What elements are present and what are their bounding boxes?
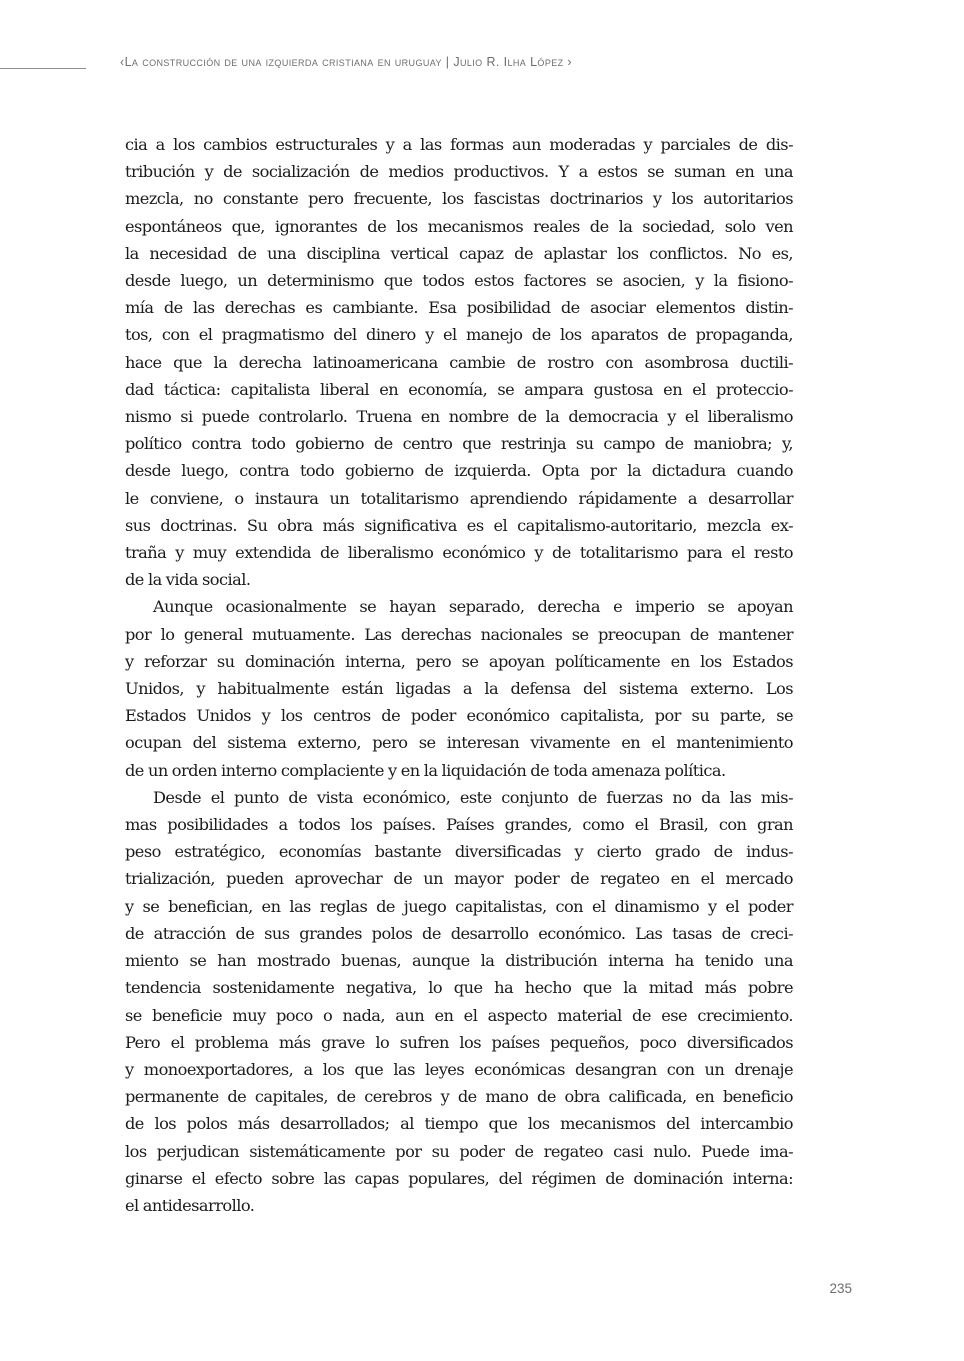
text-line: ginarse el efecto sobre las capas populares, del régimen de dominación interna: (125, 1168, 793, 1188)
text-line: la necesidad de una disciplina vertical capaz de aplastar los conflictos. No es, (125, 243, 793, 263)
text-line: mía de las derechas es cambiante. Esa posibilidad de asociar elementos distin- (125, 298, 793, 318)
text-line: los perjudican sistemáticamente por su poder de regateo casi nulo. Puede ima- (125, 1141, 793, 1161)
paragraph (125, 131, 793, 593)
text-line: sus doctrinas. Su obra más significativa es el capitalismo-autoritario, mezcla ex- (125, 515, 793, 535)
running-head (120, 55, 840, 69)
text-line: nismo si puede controlarlo. Truena en nombre de la democracia y el liberalismo (125, 407, 793, 427)
text-line: se beneficie muy poco o nada, aun en el aspecto material de ese crecimiento. (125, 1005, 793, 1025)
text-line: de un orden interno complaciente y en la liquidación de toda amenaza política. (125, 760, 726, 780)
page-number: 235 (829, 1281, 852, 1296)
text-line: traña y muy extendida de liberalismo económico y de totalitarismo para el resto (125, 543, 793, 563)
running-head-close-mark: › (563, 55, 572, 69)
text-line: de los polos más desarrollados; al tiempo que los mecanismos del intercambio (125, 1114, 793, 1134)
text-line: Aunque ocasionalmente se hayan separado, derecha e imperio se apoyan (153, 597, 793, 617)
text-line: Desde el punto de vista económico, este conjunto de fuerzas no da las mis- (153, 787, 793, 807)
running-head-author: Julio R. Ilha López (453, 55, 564, 69)
running-head-separator: | (441, 55, 454, 69)
text-line: tribución y de socialización de medios productivos. Y a estos se suman en una (125, 162, 793, 182)
text-line: y reforzar su dominación interna, pero se apoyan políticamente en los Estados (125, 651, 793, 671)
running-head-book-title: La construcción de una izquierda cristiana en uruguay (124, 55, 442, 69)
text-line: tendencia sostenidamente negativa, lo que ha hecho que la mitad más pobre (125, 978, 793, 998)
text-line: Unidos, y habitualmente están ligadas a la defensa del sistema externo. Los (125, 679, 793, 699)
text-line: Pero el problema más grave lo sufren los países pequeños, poco diversificados (125, 1032, 793, 1052)
text-line: mezcla, no constante pero frecuente, los fascistas doctrinarios y los autoritarios (125, 189, 793, 209)
text-line: espontáneos que, ignorantes de los mecanismos reales de la sociedad, solo ven (125, 216, 793, 236)
text-line: dad táctica: capitalista liberal en economía, se ampara gustosa en el proteccio- (125, 379, 793, 399)
text-line: desde luego, un determinismo que todos estos factores se asocien, y la fisiono- (125, 271, 793, 291)
text-line: permanente de capitales, de cerebros y de mano de obra calificada, en beneficio (125, 1087, 793, 1107)
text-line: político contra todo gobierno de centro que restrinja su campo de maniobra; y, (125, 434, 793, 454)
text-line: de atracción de sus grandes polos de desarrollo económico. Las tasas de creci- (125, 923, 793, 943)
text-line: mas posibilidades a todos los países. Países grandes, como el Brasil, con gran (125, 815, 793, 835)
paragraph (125, 593, 793, 783)
text-line: desde luego, contra todo gobierno de izquierda. Opta por la dictadura cuando (125, 461, 793, 481)
text-line: tos, con el pragmatismo del dinero y el manejo de los aparatos de propaganda, (125, 325, 793, 345)
text-line: hace que la derecha latinoamericana cambie de rostro con asombrosa ductili- (125, 352, 793, 372)
body-text (125, 131, 793, 1219)
text-line: Estados Unidos y los centros de poder económico capitalista, por su parte, se (125, 706, 793, 726)
text-line: le conviene, o instaura un totalitarismo aprendiendo rápidamente a desarrollar (125, 488, 793, 508)
text-line: y monoexportadores, a los que las leyes económicas desangran con un drenaje (125, 1059, 793, 1079)
running-head-open-mark: ‹ (120, 55, 125, 69)
header-rule (0, 68, 86, 69)
text-line: y se benefician, en las reglas de juego capitalistas, con el dinamismo y el poder (125, 896, 793, 916)
text-line: el antidesarrollo. (125, 1195, 255, 1215)
text-line: de la vida social. (125, 570, 251, 590)
text-line: peso estratégico, economías bastante diversificadas y cierto grado de indus- (125, 842, 793, 862)
text-line: ocupan del sistema externo, pero se interesan vivamente en el mantenimiento (125, 733, 793, 753)
text-line: trialización, pueden aprovechar de un mayor poder de regateo en el mercado (125, 869, 793, 889)
text-line: por lo general mutuamente. Las derechas nacionales se preocupan de mantener (125, 624, 793, 644)
paragraph (125, 784, 793, 1219)
text-line: cia a los cambios estructurales y a las formas aun moderadas y parciales de dis- (125, 135, 793, 154)
text-line: miento se han mostrado buenas, aunque la distribución interna ha tenido una (125, 951, 793, 971)
